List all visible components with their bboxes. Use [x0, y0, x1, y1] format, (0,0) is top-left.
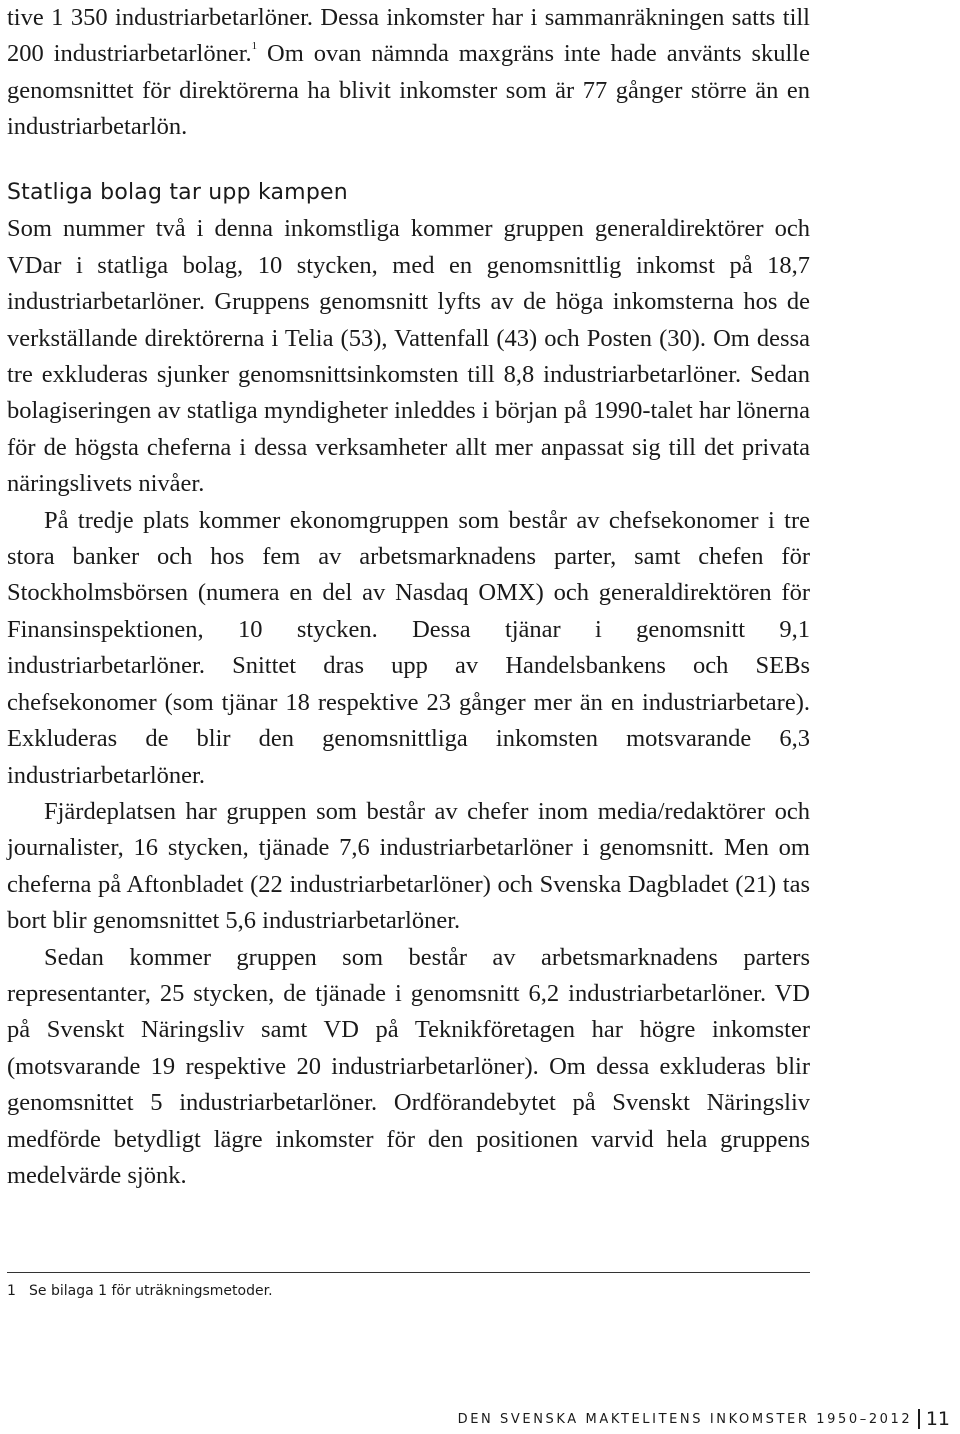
- running-footer: [458, 1408, 950, 1430]
- intro-paragraph: [7, 0, 810, 146]
- intro-text-continued: Om ovan nämnda maxgräns inte hade använts skulle genomsnittet för direktörerna ha blivit inkomster som är 77 gånger större än en industriarbetarlön.: [7, 40, 810, 141]
- paragraph-media: Fjärdeplatsen har gruppen som består av chefer inom media/redaktörer och journalister, 16 stycken, tjänade 7,6 industriarbetarlöner i genomsnitt. Men om cheferna på Aftonbladet (22 industriarbetarlöner) och Svenska Dagbladet (21) tas bort blir genomsnittet 5,6 industriarbetarlöner.: [7, 797, 810, 935]
- footnote: [7, 1280, 273, 1302]
- section-statliga-bolag: [7, 175, 810, 1194]
- footnote-text: Se bilaga 1 för uträkningsmetoder.: [29, 1283, 273, 1299]
- intro-text: tive 1 350 industriarbetarlöner. Dessa inkomster har i sammanräkningen satts till 200 industriarbetarlöner.: [7, 4, 810, 68]
- footer-separator: [918, 1409, 920, 1429]
- footnote-reference[interactable]: 1: [251, 40, 258, 53]
- page-number: 11: [925, 1408, 950, 1430]
- paragraph-ekonomgruppen: På tredje plats kommer ekonomgruppen som består av chefsekonomer i tre stora banker och hos fem av arbetsmarknadens parter, samt chefen för Stockholmsbörsen (numera en del av Nasdaq OMX) och generaldirektören för Finansinspektionen, 10 stycken. Dessa tjänar i genomsnitt 9,1 industriarbetarlöner. Snittet dras upp av Handelsbankens och SEBs chefsekonomer (som tjänar 18 respektive 23 gånger mer än en industriarbetare). Exkluderas de blir den genomsnittliga inkomsten motsvarande 6,3 industriarbetarlöner.: [7, 506, 810, 789]
- paragraph-statliga-bolag: Som nummer två i denna inkomstliga kommer gruppen generaldirektörer och VDar i statliga bolag, 10 stycken, med en genomsnittlig inkomst på 18,7 industriarbetarlöner. Gruppens genomsnitt lyfts av de höga inkomsterna hos de verkställande direktörerna i Telia (53), Vattenfall (43) och Posten (30). Om dessa tre exkluderas sjunker genomsnittsinkomsten till 8,8 industriarbetarlöner. Sedan bolagiseringen av statliga myndigheter inleddes i början på 1990-talet har lönerna för de högsta cheferna i dessa verksamheter allt mer anpassat sig till det privata näringslivets nivåer.: [7, 215, 810, 498]
- intro-block: [7, 0, 810, 146]
- running-title: DEN SVENSKA MAKTELITENS INKOMSTER 1950–2012: [457, 1411, 913, 1427]
- footnote-number: 1: [7, 1283, 16, 1299]
- paragraph-arbetsmarknadens-parter: Sedan kommer gruppen som består av arbetsmarknadens parters representanter, 25 stycken, de tjänade i genomsnitt 6,2 industriarbetarlöner. VD på Svenskt Näringsliv samt VD på Teknikföretagen har högre inkomster (motsvarande 19 respektive 20 industriarbetarlöner). Om dessa exkluderas blir genomsnittet 5 industriarbetarlöner. Ordförandebytet på Svenskt Näringsliv medförde betydligt lägre inkomster för den positionen varvid hela gruppens medelvärde sjönk.: [7, 943, 810, 1189]
- footnote-divider: [7, 1272, 810, 1273]
- section-heading: Statliga bolag tar upp kampen: [7, 180, 348, 205]
